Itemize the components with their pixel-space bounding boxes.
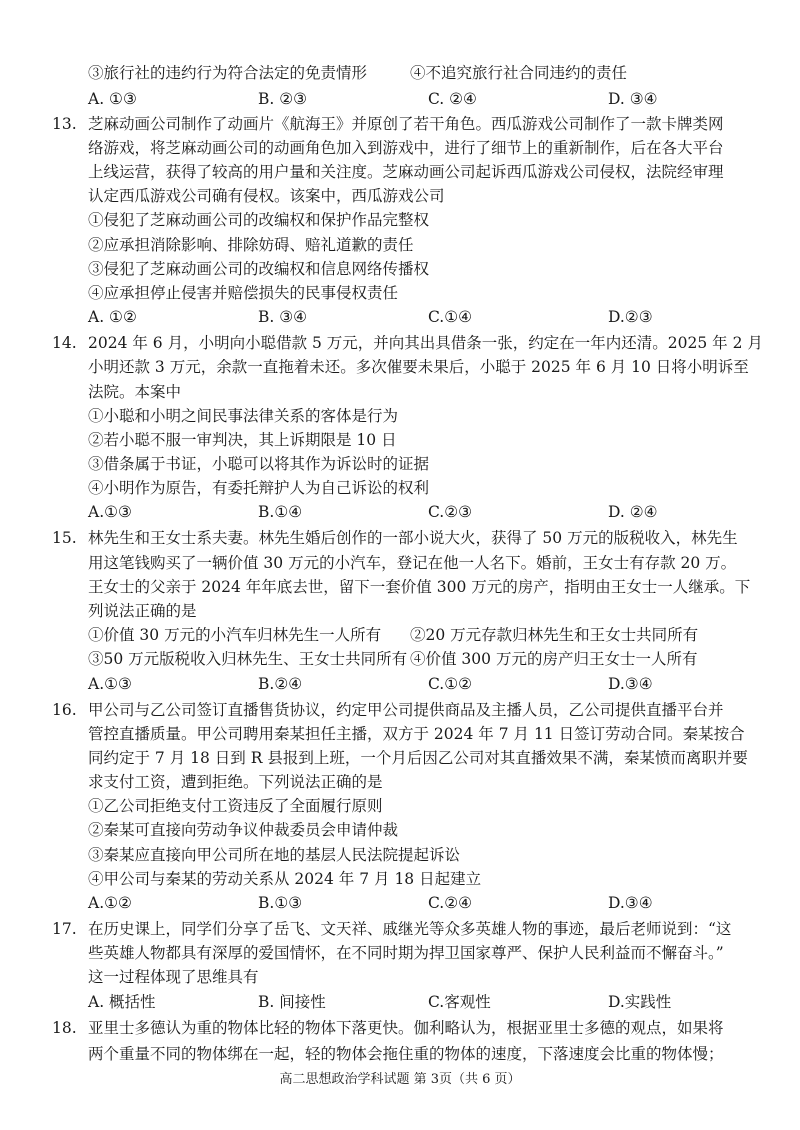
option-c[interactable]: C. ②④ (428, 90, 477, 108)
question-15-text: 王女士的父亲于 2024 年年底去世，留下一套价值 300 万元的房产，指明由王女士一人继承。下 (88, 578, 751, 596)
statement-2: ②20 万元存款归林先生和王女士共同所有 (410, 626, 699, 644)
option-b[interactable]: B.①③ (258, 894, 303, 912)
option-a[interactable]: A.①③ (88, 675, 132, 693)
option-d[interactable]: D.③④ (608, 675, 653, 693)
question-13-text: 上线运营，获得了较高的用户量和关注度。芝麻动画公司起诉西瓜游戏公司侵权，法院经审理 (88, 163, 724, 181)
question-number: 15. (52, 529, 77, 547)
option-a[interactable]: A. ①② (88, 308, 137, 326)
question-16-text: 求支付工资，遭到拒绝。下列说法正确的是 (88, 773, 383, 791)
option-a[interactable]: A.①③ (88, 503, 132, 521)
question-number: 13. (52, 115, 77, 133)
option-b[interactable]: B.②④ (258, 675, 303, 693)
question-14-text: 法院。本案中 (88, 383, 182, 401)
option-c[interactable]: C.①② (428, 675, 473, 693)
option-c[interactable]: C.②④ (428, 894, 473, 912)
question-number: 17. (52, 920, 77, 938)
question-15-options (88, 671, 768, 697)
question-16-options (88, 890, 768, 916)
statement-1: ①乙公司拒绝支付工资违反了全面履行原则 (88, 797, 383, 815)
statement-3: ③50 万元版税收入归林先生、王女士共同所有 (88, 650, 408, 668)
statement-4: ④应承担停止侵害并赔偿损失的民事侵权责任 (88, 284, 399, 302)
statement-3: ③秦某应直接向甲公司所在地的基层人民法院提起诉讼 (88, 846, 461, 864)
statement-4: ④不追究旅行社合同违约的责任 (410, 64, 628, 82)
option-b[interactable]: B. 间接性 (258, 993, 326, 1011)
option-c[interactable]: C.客观性 (428, 993, 491, 1011)
statement-2: ②应承担消除影响、排除妨碍、赔礼道歉的责任 (88, 236, 414, 254)
question-16-text: 管控直播质量。甲公司聘用秦某担任主播，双方于 2024 年 7 月 11 日签订劳动合同。秦某按合 (88, 725, 745, 743)
option-b[interactable]: B. ③④ (258, 308, 308, 326)
statement-4: ④价值 300 万元的房产归王女士一人所有 (410, 650, 698, 668)
question-17-text: 些英雄人物都具有深厚的爱国情怀，在不同时期为捍卫国家尊严、保护人民利益而不懈奋斗。” (88, 944, 724, 962)
option-a[interactable]: A. 概括性 (88, 993, 156, 1011)
question-18-text: 两个重量不同的物体绑在一起，轻的物体会拖住重的物体的速度，下落速度会比重的物体慢； (88, 1045, 724, 1063)
statement-4: ④甲公司与秦某的劳动关系从 2024 年 7 月 18 日起建立 (88, 870, 482, 888)
prev-question-statements (88, 60, 768, 86)
question-16-text: 甲公司与乙公司签订直播售货协议，约定甲公司提供商品及主播人员，乙公司提供直播平台并 (88, 701, 724, 719)
statement-2: ②若小聪不服一审判决，其上诉期限是 10 日 (88, 431, 397, 449)
statement-1: ①侵犯了芝麻动画公司的改编权和保护作品完整权 (88, 211, 430, 229)
question-14-text: 2024 年 6 月，小明向小聪借款 5 万元，并向其出具借条一张，约定在一年内还清。2025 年 2 月 (88, 334, 763, 352)
question-13-text: 络游戏，将芝麻动画公司的动画角色加入到游戏中，进行了细节上的重新制作，后在各大平台 (88, 139, 724, 157)
option-b[interactable]: B. ②③ (258, 90, 308, 108)
prev-question-options (88, 86, 768, 112)
question-number: 16. (52, 701, 77, 719)
option-a[interactable]: A. ①③ (88, 90, 137, 108)
question-13-text: 认定西瓜游戏公司确有侵权。该案中，西瓜游戏公司 (88, 187, 445, 205)
question-number: 14. (52, 334, 77, 352)
statement-4: ④小明作为原告，有委托辩护人为自己诉讼的权利 (88, 479, 430, 497)
question-18-text: 亚里士多德认为重的物体比轻的物体下落更快。伽利略认为，根据亚里士多德的观点，如果将 (88, 1019, 724, 1037)
question-17-options (88, 989, 768, 1015)
option-d[interactable]: D. ②④ (608, 503, 658, 521)
statement-1: ①价值 30 万元的小汽车归林先生一人所有 (88, 626, 382, 644)
option-b[interactable]: B.①④ (258, 503, 303, 521)
question-15-text: 用这笔钱购买了一辆价值 30 万元的小汽车，登记在他一人名下。婚前，王女士有存款 20 万。 (88, 554, 737, 572)
page-footer: 高二思想政治学科试题 第 3页（共 6 页） (279, 1072, 521, 1087)
question-13-text: 芝麻动画公司制作了动画片《航海王》并原创了若干角色。西瓜游戏公司制作了一款卡牌类网 (88, 115, 724, 133)
question-17-text: 这一过程体现了思维具有 (88, 968, 259, 986)
option-d[interactable]: D.③④ (608, 894, 653, 912)
option-c[interactable]: C.②③ (428, 503, 473, 521)
option-a[interactable]: A.①② (88, 894, 132, 912)
question-number: 18. (52, 1019, 77, 1037)
question-15-statements-row-2 (88, 646, 768, 672)
question-15-text: 列说法正确的是 (88, 602, 197, 620)
question-16-text: 同约定于 7 月 18 日到 R 县报到上班，一个月后因乙公司对其直播效果不满，秦某愤而离职并要 (88, 749, 748, 767)
option-d[interactable]: D. ③④ (608, 90, 658, 108)
question-14-text: 小明还款 3 万元，余款一直拖着未还。多次催要未果后，小聪于 2025 年 6 月 10 日将小明诉至 (88, 358, 749, 376)
statement-3: ③借条属于书证，小聪可以将其作为诉讼时的证据 (88, 455, 430, 473)
statement-1: ①小聪和小明之间民事法律关系的客体是行为 (88, 407, 399, 425)
option-d[interactable]: D.实践性 (608, 993, 672, 1011)
question-17-text: 在历史课上，同学们分享了岳飞、文天祥、戚继光等众多英雄人物的事迹，最后老师说到：“这 (88, 920, 732, 938)
statement-3: ③旅行社的违约行为符合法定的免责情形 (88, 64, 368, 82)
option-d[interactable]: D.②③ (608, 308, 653, 326)
question-14-options (88, 499, 768, 525)
statement-2: ②秦某可直接向劳动争议仲裁委员会申请仲裁 (88, 821, 399, 839)
question-13-options (88, 304, 768, 330)
option-c[interactable]: C.①④ (428, 308, 473, 326)
question-15-statements-row-1 (88, 622, 768, 648)
statement-3: ③侵犯了芝麻动画公司的改编权和信息网络传播权 (88, 260, 430, 278)
question-15-text: 林先生和王女士系夫妻。林先生婚后创作的一部小说大火，获得了 50 万元的版税收入，林先生 (88, 529, 738, 547)
